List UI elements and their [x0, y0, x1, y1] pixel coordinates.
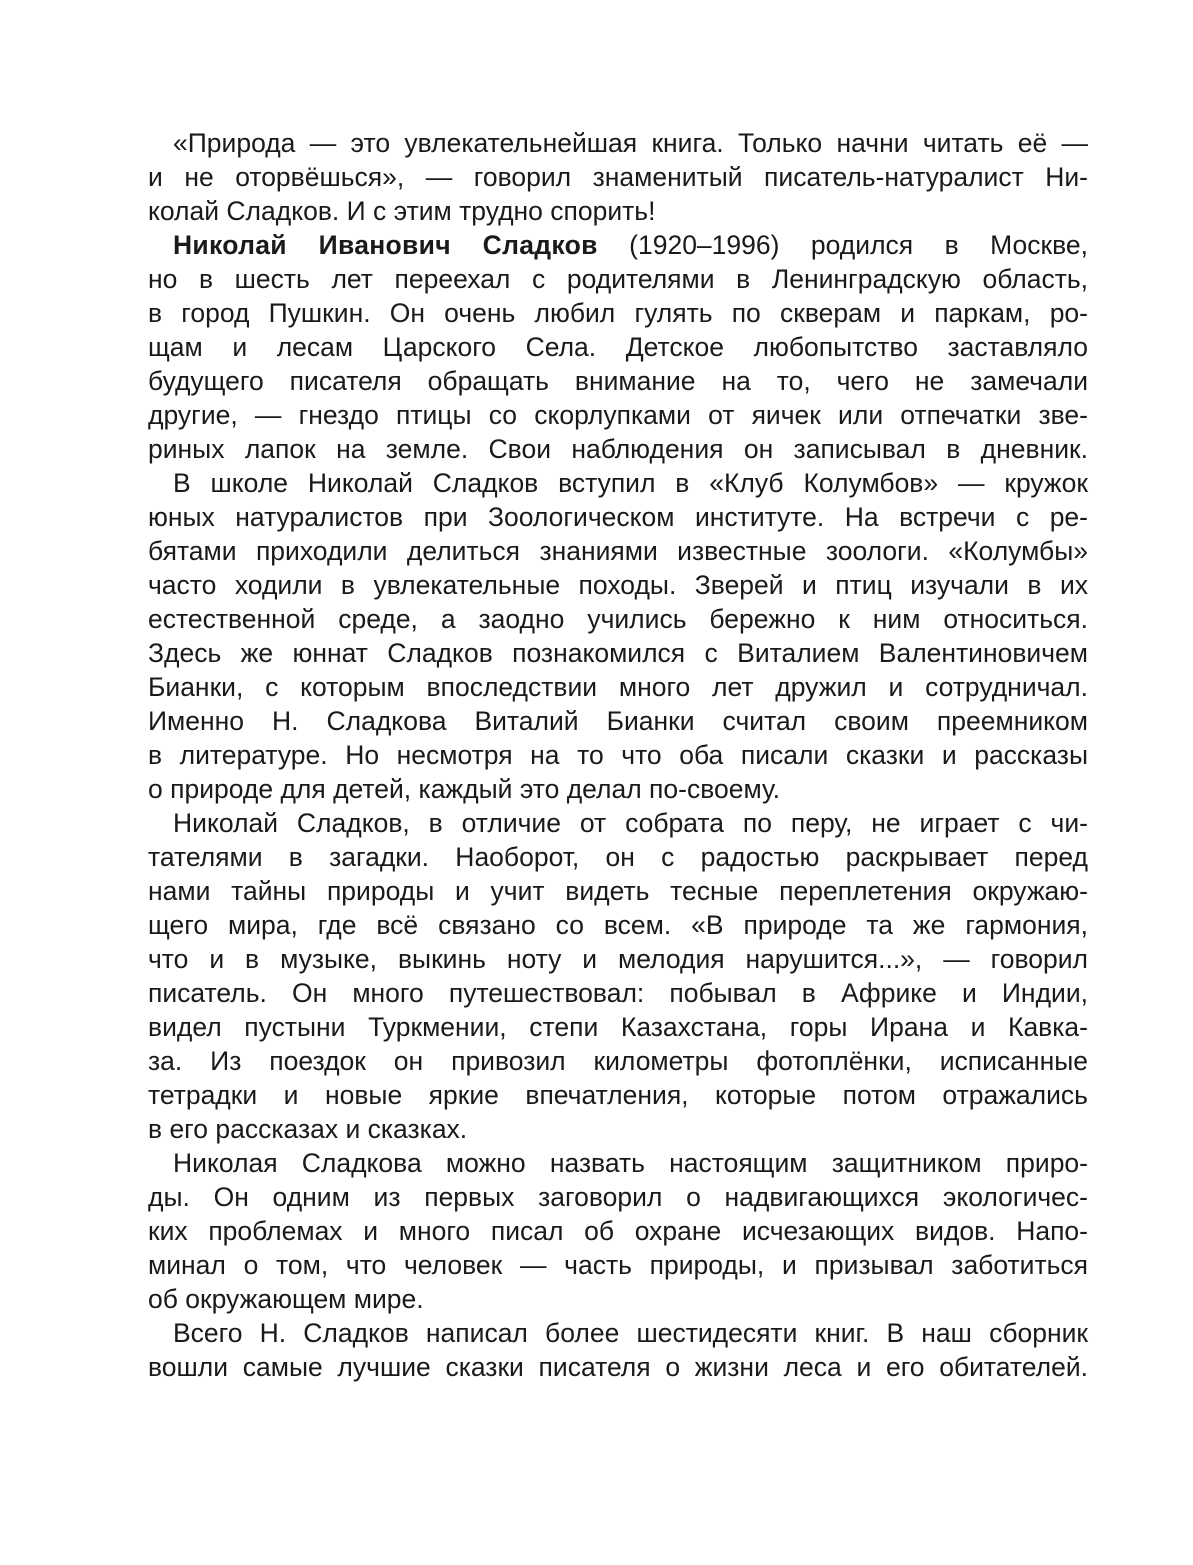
text-line: что и в музыке, выкинь ноту и мелодия нарушится...», — говорил [148, 944, 1088, 974]
document-page [148, 126, 1088, 1384]
text-line: Николай Сладков, в отличие от собрата по перу, не играет с чи- [173, 808, 1088, 838]
text-span: (1920–1996) родился в Москве, [597, 230, 1088, 260]
paragraph-collection [148, 1316, 1088, 1384]
text-line: другие, — гнездо птицы со скорлупками от яичек или отпечатки зве- [148, 400, 1088, 430]
text-line: нами тайны природы и учит видеть тесные переплетения окружаю- [148, 876, 1088, 906]
text-line: Здесь же юннат Сладков познакомился с Виталием Валентиновичем [148, 638, 1088, 668]
text-line: ды. Он одним из первых заговорил о надвигающихся экологичес- [148, 1182, 1088, 1212]
text-line: но в шесть лет переехал с родителями в Ленинградскую область, [148, 264, 1088, 294]
paragraph-nature-protection [148, 1146, 1088, 1316]
paragraph-biography [148, 228, 1088, 466]
paragraph-travels [148, 806, 1088, 1146]
text-line: вошли самые лучшие сказки писателя о жизни леса и его обитателей. [148, 1352, 1088, 1382]
text-line: В школе Николай Сладков вступил в «Клуб Колумбов» — кружок [173, 468, 1088, 498]
author-name-bold: Николай Иванович Сладков [173, 230, 598, 260]
text-line: часто ходили в увлекательные походы. Зверей и птиц изучали в их [148, 570, 1088, 600]
text-line: будущего писателя обращать внимание на то, чего не замечали [148, 366, 1088, 396]
text-line: в его рассказах и сказках. [148, 1114, 468, 1144]
text-line: Бианки, с которым впоследствии много лет дружил и сотрудничал. [148, 672, 1088, 702]
text-line: колай Сладков. И с этим трудно спорить! [148, 196, 656, 226]
text-line: о природе для детей, каждый это делал по-своему. [148, 774, 780, 804]
text-line: Именно Н. Сладкова Виталий Бианки считал своим преемником [148, 706, 1088, 736]
text-line: щего мира, где всё связано со всем. «В природе та же гармония, [148, 910, 1088, 940]
text-line: об окружающем мире. [148, 1284, 424, 1314]
text-line: ких проблемах и много писал об охране исчезающих видов. Напо- [148, 1216, 1088, 1246]
text-line: и не оторвёшься», — говорил знаменитый писатель-натуралист Ни- [148, 162, 1088, 192]
text-line: бятами приходили делиться знаниями известные зоологи. «Колумбы» [148, 536, 1088, 566]
paragraph-school [148, 466, 1088, 806]
text-line: видел пустыни Туркмении, степи Казахстана, горы Ирана и Кавка- [148, 1012, 1088, 1042]
text-line: в город Пушкин. Он очень любил гулять по скверам и паркам, ро- [148, 298, 1088, 328]
text-line: Николая Сладкова можно назвать настоящим защитником приро- [173, 1148, 1088, 1178]
text-line: тателями в загадки. Наоборот, он с радостью раскрывает перед [148, 842, 1088, 872]
text-line [148, 228, 1088, 262]
text-line: минал о том, что человек — часть природы, и призывал заботиться [148, 1250, 1088, 1280]
text-line: естественной среде, а заодно учились бережно к ним относиться. [148, 604, 1088, 634]
text-line: риных лапок на земле. Свои наблюдения он записывал в дневник. [148, 434, 1088, 464]
text-line: Всего Н. Сладков написал более шестидесяти книг. В наш сборник [173, 1318, 1088, 1348]
text-line: в литературе. Но несмотря на то что оба писали сказки и рассказы [148, 740, 1088, 770]
text-line: юных натуралистов при Зоологическом институте. На встречи с ре- [148, 502, 1088, 532]
paragraph-intro-quote [148, 126, 1088, 228]
text-line: «Природа — это увлекательнейшая книга. Только начни читать её — [173, 128, 1088, 158]
text-line: за. Из поездок он привозил километры фотоплёнки, исписанные [148, 1046, 1088, 1076]
text-line: щам и лесам Царского Села. Детское любопытство заставляло [148, 332, 1088, 362]
text-line: тетрадки и новые яркие впечатления, которые потом отражались [148, 1080, 1088, 1110]
text-line: писатель. Он много путешествовал: побывал в Африке и Индии, [148, 978, 1088, 1008]
